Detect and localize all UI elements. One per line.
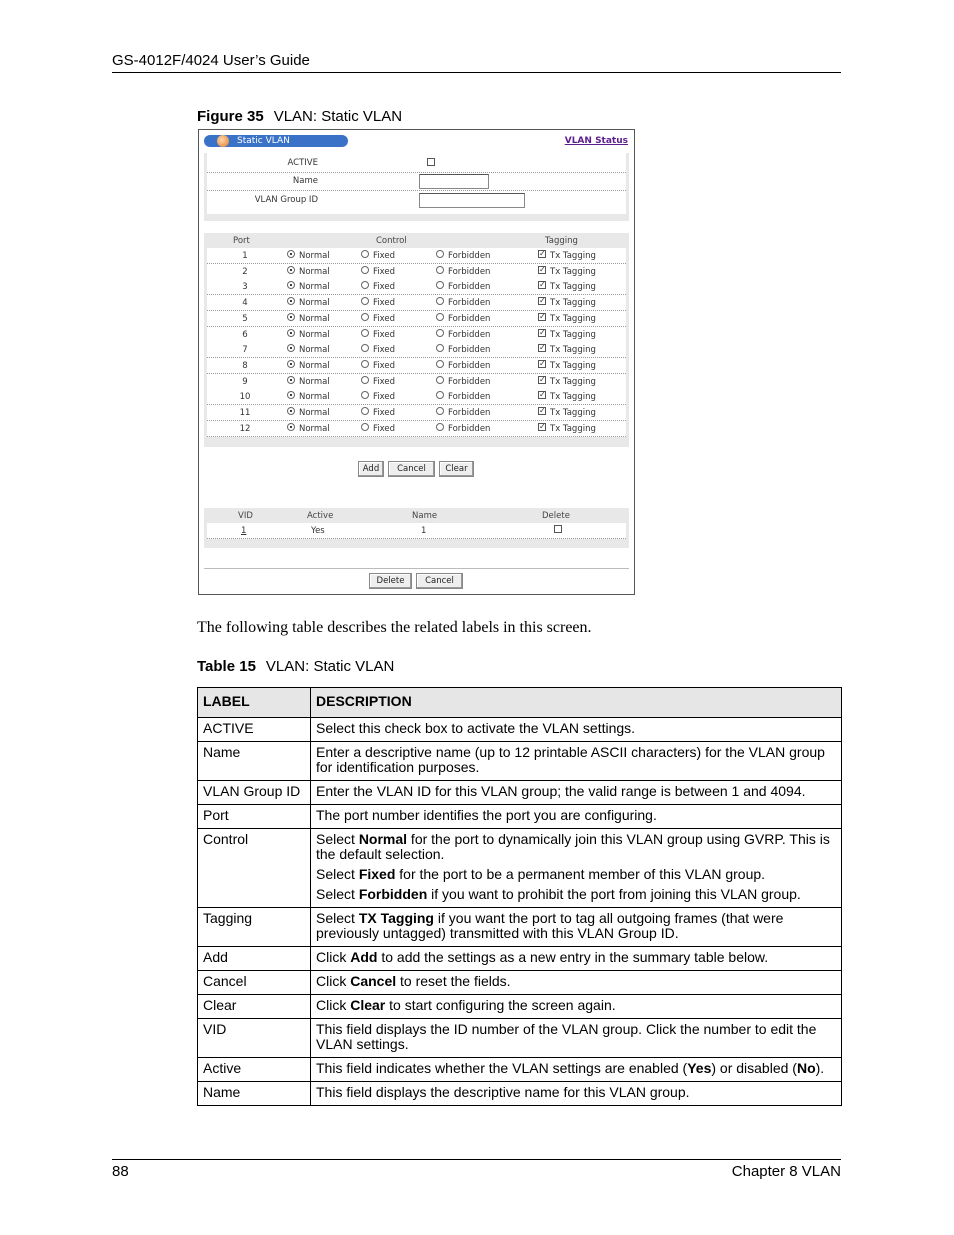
description-paragraph bbox=[316, 1022, 836, 1052]
forbidden-radio[interactable] bbox=[436, 391, 444, 399]
fixed-radio[interactable] bbox=[361, 376, 369, 384]
port-row bbox=[207, 358, 626, 374]
name-row bbox=[207, 173, 626, 191]
fixed-label: Fixed bbox=[373, 423, 396, 434]
description-cell bbox=[311, 1082, 842, 1106]
description-text: for the port to dynamically join this VLAN group using GVRP. This is the default selection. bbox=[316, 831, 830, 862]
forbidden-radio[interactable] bbox=[436, 423, 444, 431]
normal-radio[interactable] bbox=[287, 344, 295, 352]
fixed-label: Fixed bbox=[373, 251, 396, 261]
description-emphasis: Yes bbox=[687, 1060, 712, 1076]
tx-tagging-checkbox[interactable]: ✓ bbox=[539, 249, 546, 258]
normal-radio[interactable] bbox=[287, 281, 295, 289]
description-text: Select bbox=[316, 886, 359, 902]
port-row bbox=[207, 327, 626, 343]
label-cell: Name bbox=[198, 1082, 311, 1106]
normal-label: Normal bbox=[299, 298, 330, 309]
description-paragraph bbox=[316, 745, 836, 775]
normal-radio[interactable] bbox=[287, 250, 295, 258]
description-cell bbox=[311, 805, 842, 829]
forbidden-label: Forbidden bbox=[448, 408, 491, 418]
forbidden-radio[interactable] bbox=[436, 266, 444, 274]
vlan-group-id-label: VLAN Group ID bbox=[254, 195, 318, 205]
description-emphasis: TX Tagging bbox=[358, 910, 434, 926]
vid-link[interactable]: 1 bbox=[241, 526, 247, 536]
tx-tagging-label: Tx Tagging bbox=[550, 360, 596, 371]
guide-title: GS-4012F/4024 User’s Guide bbox=[112, 52, 310, 69]
normal-radio[interactable] bbox=[287, 391, 295, 399]
normal-radio[interactable] bbox=[287, 297, 295, 305]
figure-number: Figure 35 bbox=[197, 108, 264, 125]
tx-tagging-label: Tx Tagging bbox=[550, 298, 596, 309]
tx-tagging-label: Tx Tagging bbox=[550, 251, 596, 261]
table-row bbox=[198, 805, 842, 829]
name-input[interactable] bbox=[419, 174, 489, 189]
description-paragraph bbox=[316, 998, 836, 1013]
table-row bbox=[198, 829, 842, 908]
description-emphasis: Normal bbox=[358, 831, 408, 847]
fixed-radio[interactable] bbox=[361, 266, 369, 274]
description-text: if you want the port to tag all outgoing frames (that were previously untagged) transmitted with this VLAN Group ID. bbox=[316, 910, 784, 941]
normal-radio[interactable] bbox=[287, 376, 295, 384]
fixed-radio[interactable] bbox=[361, 313, 369, 321]
description-cell bbox=[311, 995, 842, 1019]
port-row bbox=[207, 264, 626, 280]
description-cell bbox=[311, 718, 842, 742]
port-number: 6 bbox=[242, 329, 248, 340]
fixed-label: Fixed bbox=[373, 329, 396, 340]
tx-tagging-label: Tx Tagging bbox=[550, 392, 596, 403]
fixed-label: Fixed bbox=[373, 360, 396, 371]
name-column-header: Name bbox=[412, 511, 438, 521]
tx-tagging-checkbox[interactable]: ✓ bbox=[539, 327, 546, 337]
tx-tagging-checkbox[interactable]: ✓ bbox=[539, 421, 546, 431]
fixed-label: Fixed bbox=[373, 345, 396, 356]
port-control-panel bbox=[204, 233, 629, 447]
port-row bbox=[207, 389, 626, 405]
figure-title: VLAN: Static VLAN bbox=[273, 108, 403, 125]
label-cell: Cancel bbox=[198, 971, 311, 995]
normal-radio[interactable] bbox=[287, 329, 295, 337]
description-paragraph bbox=[316, 1061, 836, 1076]
description-cell bbox=[311, 781, 842, 805]
normal-radio[interactable] bbox=[287, 360, 295, 368]
description-text: ) or disabled ( bbox=[711, 1060, 797, 1076]
port-number: 4 bbox=[242, 298, 248, 309]
page-number: 88 bbox=[112, 1163, 129, 1180]
description-text: if you want to prohibit the port from joining this VLAN group. bbox=[427, 886, 801, 902]
port-number: 8 bbox=[242, 360, 248, 371]
description-text: This field displays the descriptive name for this VLAN group. bbox=[316, 1084, 690, 1100]
fixed-radio[interactable] bbox=[361, 407, 369, 415]
description-text: Select bbox=[316, 866, 359, 882]
fixed-radio[interactable] bbox=[361, 423, 369, 431]
fixed-label: Fixed bbox=[373, 408, 396, 418]
fixed-label: Fixed bbox=[373, 266, 396, 277]
description-paragraph bbox=[316, 950, 836, 965]
delete-checkbox[interactable] bbox=[554, 525, 562, 533]
description-text: Select bbox=[316, 910, 359, 926]
tx-tagging-label: Tx Tagging bbox=[550, 376, 596, 387]
description-text: Click bbox=[316, 949, 351, 965]
vlan-status-link[interactable]: VLAN Status bbox=[564, 136, 628, 146]
label-cell: ACTIVE bbox=[198, 718, 311, 742]
tx-tagging-label: Tx Tagging bbox=[550, 423, 596, 434]
normal-radio[interactable] bbox=[287, 423, 295, 431]
port-number: 1 bbox=[242, 251, 248, 261]
description-text: Click bbox=[316, 973, 351, 989]
port-number: 9 bbox=[242, 376, 248, 387]
control-column-header: Control bbox=[376, 236, 407, 246]
description-paragraph bbox=[316, 887, 836, 902]
fixed-label: Fixed bbox=[373, 313, 396, 324]
forbidden-radio[interactable] bbox=[436, 250, 444, 258]
forbidden-radio[interactable] bbox=[436, 313, 444, 321]
tx-tagging-checkbox[interactable]: ✓ bbox=[539, 280, 546, 290]
description-emphasis: Fixed bbox=[358, 866, 396, 882]
forbidden-radio[interactable] bbox=[436, 376, 444, 384]
port-row bbox=[207, 279, 626, 295]
port-column-header: Port bbox=[233, 236, 250, 246]
label-cell: Clear bbox=[198, 995, 311, 1019]
summary-row bbox=[207, 523, 626, 539]
fixed-radio[interactable] bbox=[361, 329, 369, 337]
table-number: Table 15 bbox=[197, 658, 256, 675]
cancel-delete-button[interactable]: Cancel bbox=[416, 573, 463, 589]
figure-caption bbox=[197, 108, 402, 125]
description-paragraph bbox=[316, 867, 836, 882]
forbidden-label: Forbidden bbox=[448, 251, 491, 261]
fixed-label: Fixed bbox=[373, 392, 396, 403]
normal-radio[interactable] bbox=[287, 407, 295, 415]
forbidden-label: Forbidden bbox=[448, 266, 491, 277]
description-paragraph bbox=[316, 832, 836, 862]
active-column-header: Active bbox=[307, 511, 334, 521]
description-paragraph bbox=[316, 1085, 836, 1100]
tx-tagging-label: Tx Tagging bbox=[550, 282, 596, 293]
port-row bbox=[207, 248, 626, 264]
forbidden-radio[interactable] bbox=[436, 344, 444, 352]
table-caption bbox=[197, 658, 394, 675]
description-text: Select bbox=[316, 831, 359, 847]
fixed-radio[interactable] bbox=[361, 391, 369, 399]
port-number: 2 bbox=[242, 266, 248, 277]
port-number: 12 bbox=[239, 423, 251, 434]
description-paragraph bbox=[316, 721, 836, 736]
table-row bbox=[198, 1058, 842, 1082]
description-text: to add the settings as a new entry in the summary table below. bbox=[377, 949, 769, 965]
table-row bbox=[198, 947, 842, 971]
port-row bbox=[207, 374, 626, 390]
vlan-group-id-input[interactable] bbox=[419, 193, 525, 208]
table-row bbox=[198, 718, 842, 742]
forbidden-label: Forbidden bbox=[448, 329, 491, 340]
screen-title: Static VLAN bbox=[237, 136, 290, 146]
fixed-radio[interactable] bbox=[361, 344, 369, 352]
forbidden-radio[interactable] bbox=[436, 407, 444, 415]
label-cell: Tagging bbox=[198, 908, 311, 947]
port-row bbox=[207, 421, 626, 437]
label-cell: Active bbox=[198, 1058, 311, 1082]
tagging-column-header: Tagging bbox=[545, 236, 578, 246]
description-emphasis: Add bbox=[350, 949, 378, 965]
normal-label: Normal bbox=[299, 423, 330, 434]
delete-button[interactable]: Delete bbox=[369, 573, 412, 589]
label-column-header: LABEL bbox=[198, 688, 311, 718]
description-cell bbox=[311, 908, 842, 947]
vlan-settings-panel bbox=[204, 153, 629, 221]
normal-radio[interactable] bbox=[287, 266, 295, 274]
normal-label: Normal bbox=[299, 282, 330, 293]
description-paragraph bbox=[316, 974, 836, 989]
label-cell: Control bbox=[198, 829, 311, 908]
table-row bbox=[198, 781, 842, 805]
static-vlan-screenshot bbox=[198, 129, 635, 595]
tx-tagging-checkbox[interactable]: ✓ bbox=[539, 406, 546, 415]
label-cell: Name bbox=[198, 742, 311, 781]
port-number: 3 bbox=[242, 282, 248, 293]
description-text: This field displays the ID number of the VLAN group. Click the number to edit the VLAN settings. bbox=[316, 1021, 817, 1052]
fixed-label: Fixed bbox=[373, 298, 396, 309]
port-number: 7 bbox=[242, 345, 248, 356]
port-row bbox=[207, 342, 626, 358]
description-cell bbox=[311, 947, 842, 971]
description-cell bbox=[311, 1019, 842, 1058]
table-title: VLAN: Static VLAN bbox=[265, 658, 395, 675]
description-cell bbox=[311, 829, 842, 908]
normal-radio[interactable] bbox=[287, 313, 295, 321]
summary-table-header bbox=[204, 508, 629, 523]
add-button[interactable]: Add bbox=[358, 461, 384, 477]
description-cell bbox=[311, 971, 842, 995]
description-text: The port number identifies the port you are configuring. bbox=[316, 807, 657, 823]
table-row bbox=[198, 995, 842, 1019]
description-cell bbox=[311, 742, 842, 781]
description-text: ). bbox=[815, 1060, 825, 1076]
forbidden-label: Forbidden bbox=[448, 360, 491, 371]
description-emphasis: Forbidden bbox=[358, 886, 428, 902]
active-label: ACTIVE bbox=[287, 158, 318, 168]
description-text: Click bbox=[316, 997, 351, 1013]
normal-label: Normal bbox=[299, 313, 330, 324]
description-text: for the port to be a permanent member of this VLAN group. bbox=[395, 866, 766, 882]
name-value: 1 bbox=[421, 526, 427, 536]
vlan-group-id-row bbox=[207, 192, 626, 210]
active-value: Yes bbox=[311, 526, 325, 536]
running-header bbox=[112, 52, 841, 73]
description-text: to reset the fields. bbox=[396, 973, 511, 989]
label-cell: VID bbox=[198, 1019, 311, 1058]
title-bullet-icon bbox=[217, 135, 229, 147]
label-cell: Add bbox=[198, 947, 311, 971]
fixed-label: Fixed bbox=[373, 282, 396, 293]
port-number: 11 bbox=[239, 408, 251, 418]
description-text: Enter a descriptive name (up to 12 printable ASCII characters) for the VLAN group for identification purposes. bbox=[316, 744, 825, 775]
intro-paragraph: The following table describes the related labels in this screen. bbox=[197, 619, 592, 636]
fixed-radio[interactable] bbox=[361, 250, 369, 258]
forbidden-radio[interactable] bbox=[436, 329, 444, 337]
table-header-row bbox=[198, 688, 842, 718]
normal-label: Normal bbox=[299, 408, 330, 418]
description-emphasis: Cancel bbox=[350, 973, 397, 989]
label-description-table bbox=[197, 687, 842, 1106]
normal-label: Normal bbox=[299, 345, 330, 356]
description-text: Enter the VLAN ID for this VLAN group; the valid range is between 1 and 4094. bbox=[316, 783, 806, 799]
normal-label: Normal bbox=[299, 392, 330, 403]
port-row bbox=[207, 405, 626, 421]
tx-tagging-checkbox[interactable]: ✓ bbox=[539, 343, 546, 353]
description-column-header: DESCRIPTION bbox=[311, 688, 842, 718]
forbidden-label: Forbidden bbox=[448, 313, 491, 324]
description-paragraph bbox=[316, 784, 836, 799]
tx-tagging-checkbox[interactable]: ✓ bbox=[539, 264, 546, 274]
clear-button[interactable]: Clear bbox=[439, 461, 474, 477]
forbidden-label: Forbidden bbox=[448, 282, 491, 293]
tx-tagging-label: Tx Tagging bbox=[550, 266, 596, 277]
tx-tagging-checkbox[interactable]: ✓ bbox=[539, 374, 546, 384]
description-paragraph bbox=[316, 911, 836, 941]
tx-tagging-label: Tx Tagging bbox=[550, 408, 596, 418]
description-paragraph bbox=[316, 808, 836, 823]
fixed-radio[interactable] bbox=[361, 297, 369, 305]
port-number: 10 bbox=[239, 392, 251, 403]
fixed-radio[interactable] bbox=[361, 360, 369, 368]
running-footer bbox=[112, 1159, 841, 1180]
forbidden-label: Forbidden bbox=[448, 423, 491, 434]
forbidden-label: Forbidden bbox=[448, 376, 491, 387]
table-row bbox=[198, 971, 842, 995]
description-cell bbox=[311, 1058, 842, 1082]
vlan-summary-panel bbox=[204, 508, 629, 548]
description-text: to start configuring the screen again. bbox=[385, 997, 616, 1013]
tx-tagging-label: Tx Tagging bbox=[550, 345, 596, 356]
delete-column-header: Delete bbox=[542, 511, 570, 521]
port-row bbox=[207, 295, 626, 311]
forbidden-radio[interactable] bbox=[436, 297, 444, 305]
tx-tagging-checkbox[interactable]: ✓ bbox=[539, 311, 546, 321]
tx-tagging-checkbox[interactable]: ✓ bbox=[539, 358, 546, 368]
label-cell: VLAN Group ID bbox=[198, 781, 311, 805]
screen-title-bar bbox=[204, 135, 348, 147]
tx-tagging-checkbox[interactable]: ✓ bbox=[539, 390, 546, 400]
forbidden-radio[interactable] bbox=[436, 360, 444, 368]
table-body bbox=[198, 718, 842, 1106]
tx-tagging-label: Tx Tagging bbox=[550, 329, 596, 340]
description-emphasis: Clear bbox=[350, 997, 386, 1013]
port-row bbox=[207, 311, 626, 327]
normal-label: Normal bbox=[299, 329, 330, 340]
forbidden-label: Forbidden bbox=[448, 392, 491, 403]
table-row bbox=[198, 1082, 842, 1106]
description-emphasis: No bbox=[796, 1060, 816, 1076]
fixed-label: Fixed bbox=[373, 376, 396, 387]
name-label: Name bbox=[292, 176, 318, 186]
port-table-header bbox=[204, 233, 629, 248]
divider bbox=[204, 568, 629, 569]
forbidden-radio[interactable] bbox=[436, 281, 444, 289]
active-row bbox=[207, 155, 626, 173]
forbidden-label: Forbidden bbox=[448, 298, 491, 309]
fixed-radio[interactable] bbox=[361, 281, 369, 289]
tx-tagging-label: Tx Tagging bbox=[550, 313, 596, 324]
chapter-title: Chapter 8 VLAN bbox=[731, 1163, 841, 1180]
table-row bbox=[198, 742, 842, 781]
label-cell: Port bbox=[198, 805, 311, 829]
normal-label: Normal bbox=[299, 251, 330, 261]
port-number: 5 bbox=[242, 313, 248, 324]
table-row bbox=[198, 1019, 842, 1058]
forbidden-label: Forbidden bbox=[448, 345, 491, 356]
normal-label: Normal bbox=[299, 376, 330, 387]
cancel-button[interactable]: Cancel bbox=[388, 461, 435, 477]
tx-tagging-checkbox[interactable]: ✓ bbox=[539, 296, 546, 306]
active-checkbox[interactable] bbox=[427, 158, 435, 166]
table-row bbox=[198, 908, 842, 947]
normal-label: Normal bbox=[299, 266, 330, 277]
description-text: This field indicates whether the VLAN settings are enabled ( bbox=[316, 1060, 688, 1076]
normal-label: Normal bbox=[299, 360, 330, 371]
vid-column-header: VID bbox=[238, 511, 253, 521]
description-text: Select this check box to activate the VLAN settings. bbox=[316, 720, 636, 736]
